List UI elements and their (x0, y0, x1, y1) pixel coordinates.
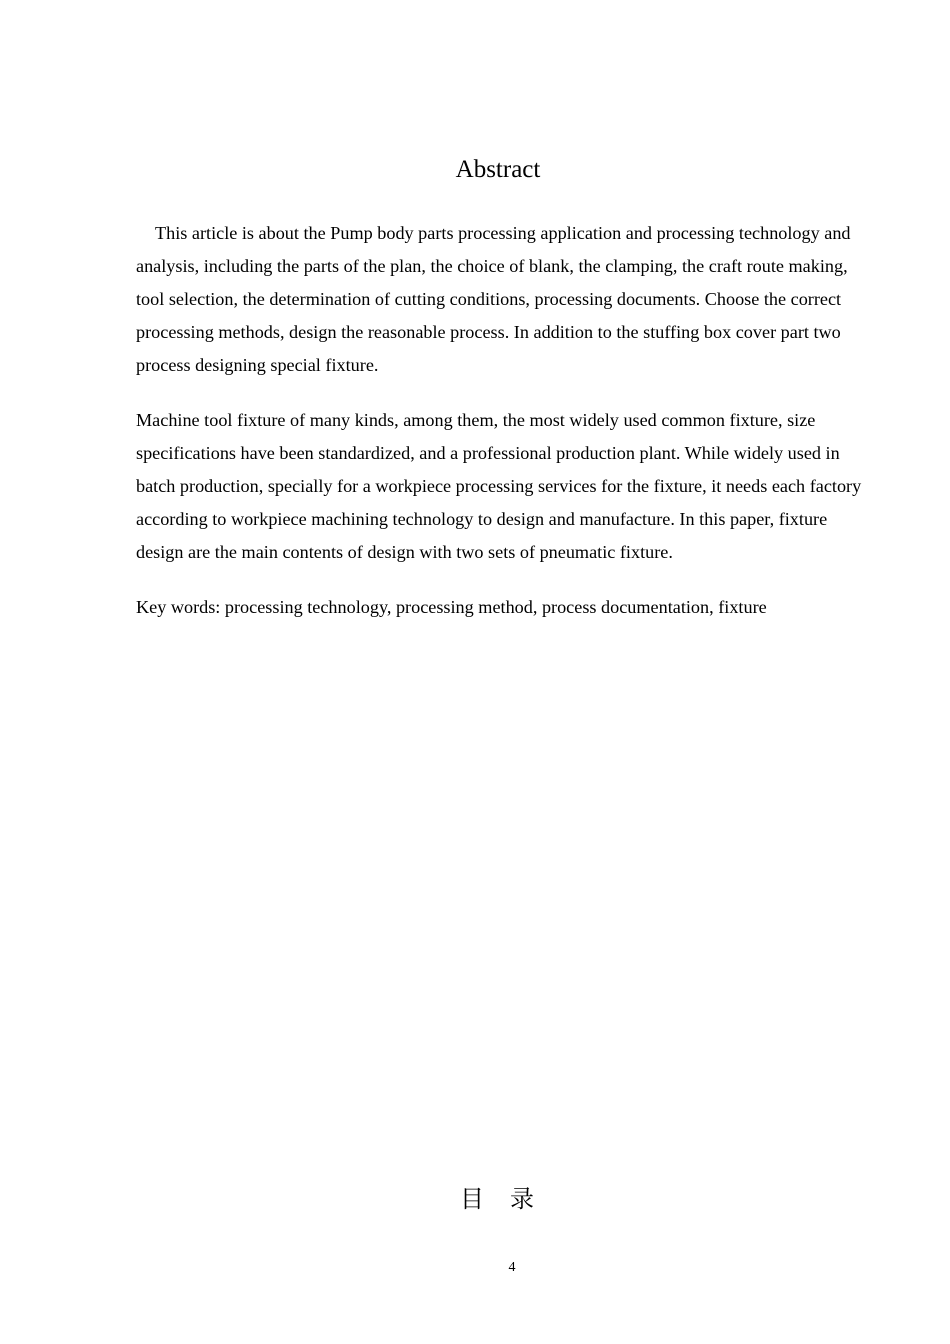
abstract-paragraph-1: This article is about the Pump body parts processing application and processing technology and analysis, including the parts of the plan, the choice of blank, the clamping, the craft route making, tool selection, the determination of cutting conditions, processing documents. Choose the correct processing methods, design the reasonable process. In addition to the stuffing box cover part two process designing special fixture. (136, 223, 851, 375)
keywords-text: Key words: processing technology, processing method, process documentation, fixture (136, 597, 767, 617)
toc-heading-char-1: 目 (460, 1185, 484, 1213)
toc-heading (460, 1182, 550, 1216)
toc-heading-char-2: 录 (510, 1185, 534, 1213)
keywords-line (136, 591, 862, 624)
page-number: 4 (508, 1260, 516, 1275)
abstract-title: Abstract (455, 156, 541, 183)
abstract-paragraph-2: Machine tool fixture of many kinds, among them, the most widely used common fixture, size specifications have been standardized, and a professional production plant. While widely used in batch production, specially for a workpiece processing services for the fixture, it needs each factory according to workpiece machining technology to design and manufacture. In this paper, fixture design are the main contents of design with two sets of pneumatic fixture. (136, 410, 862, 562)
